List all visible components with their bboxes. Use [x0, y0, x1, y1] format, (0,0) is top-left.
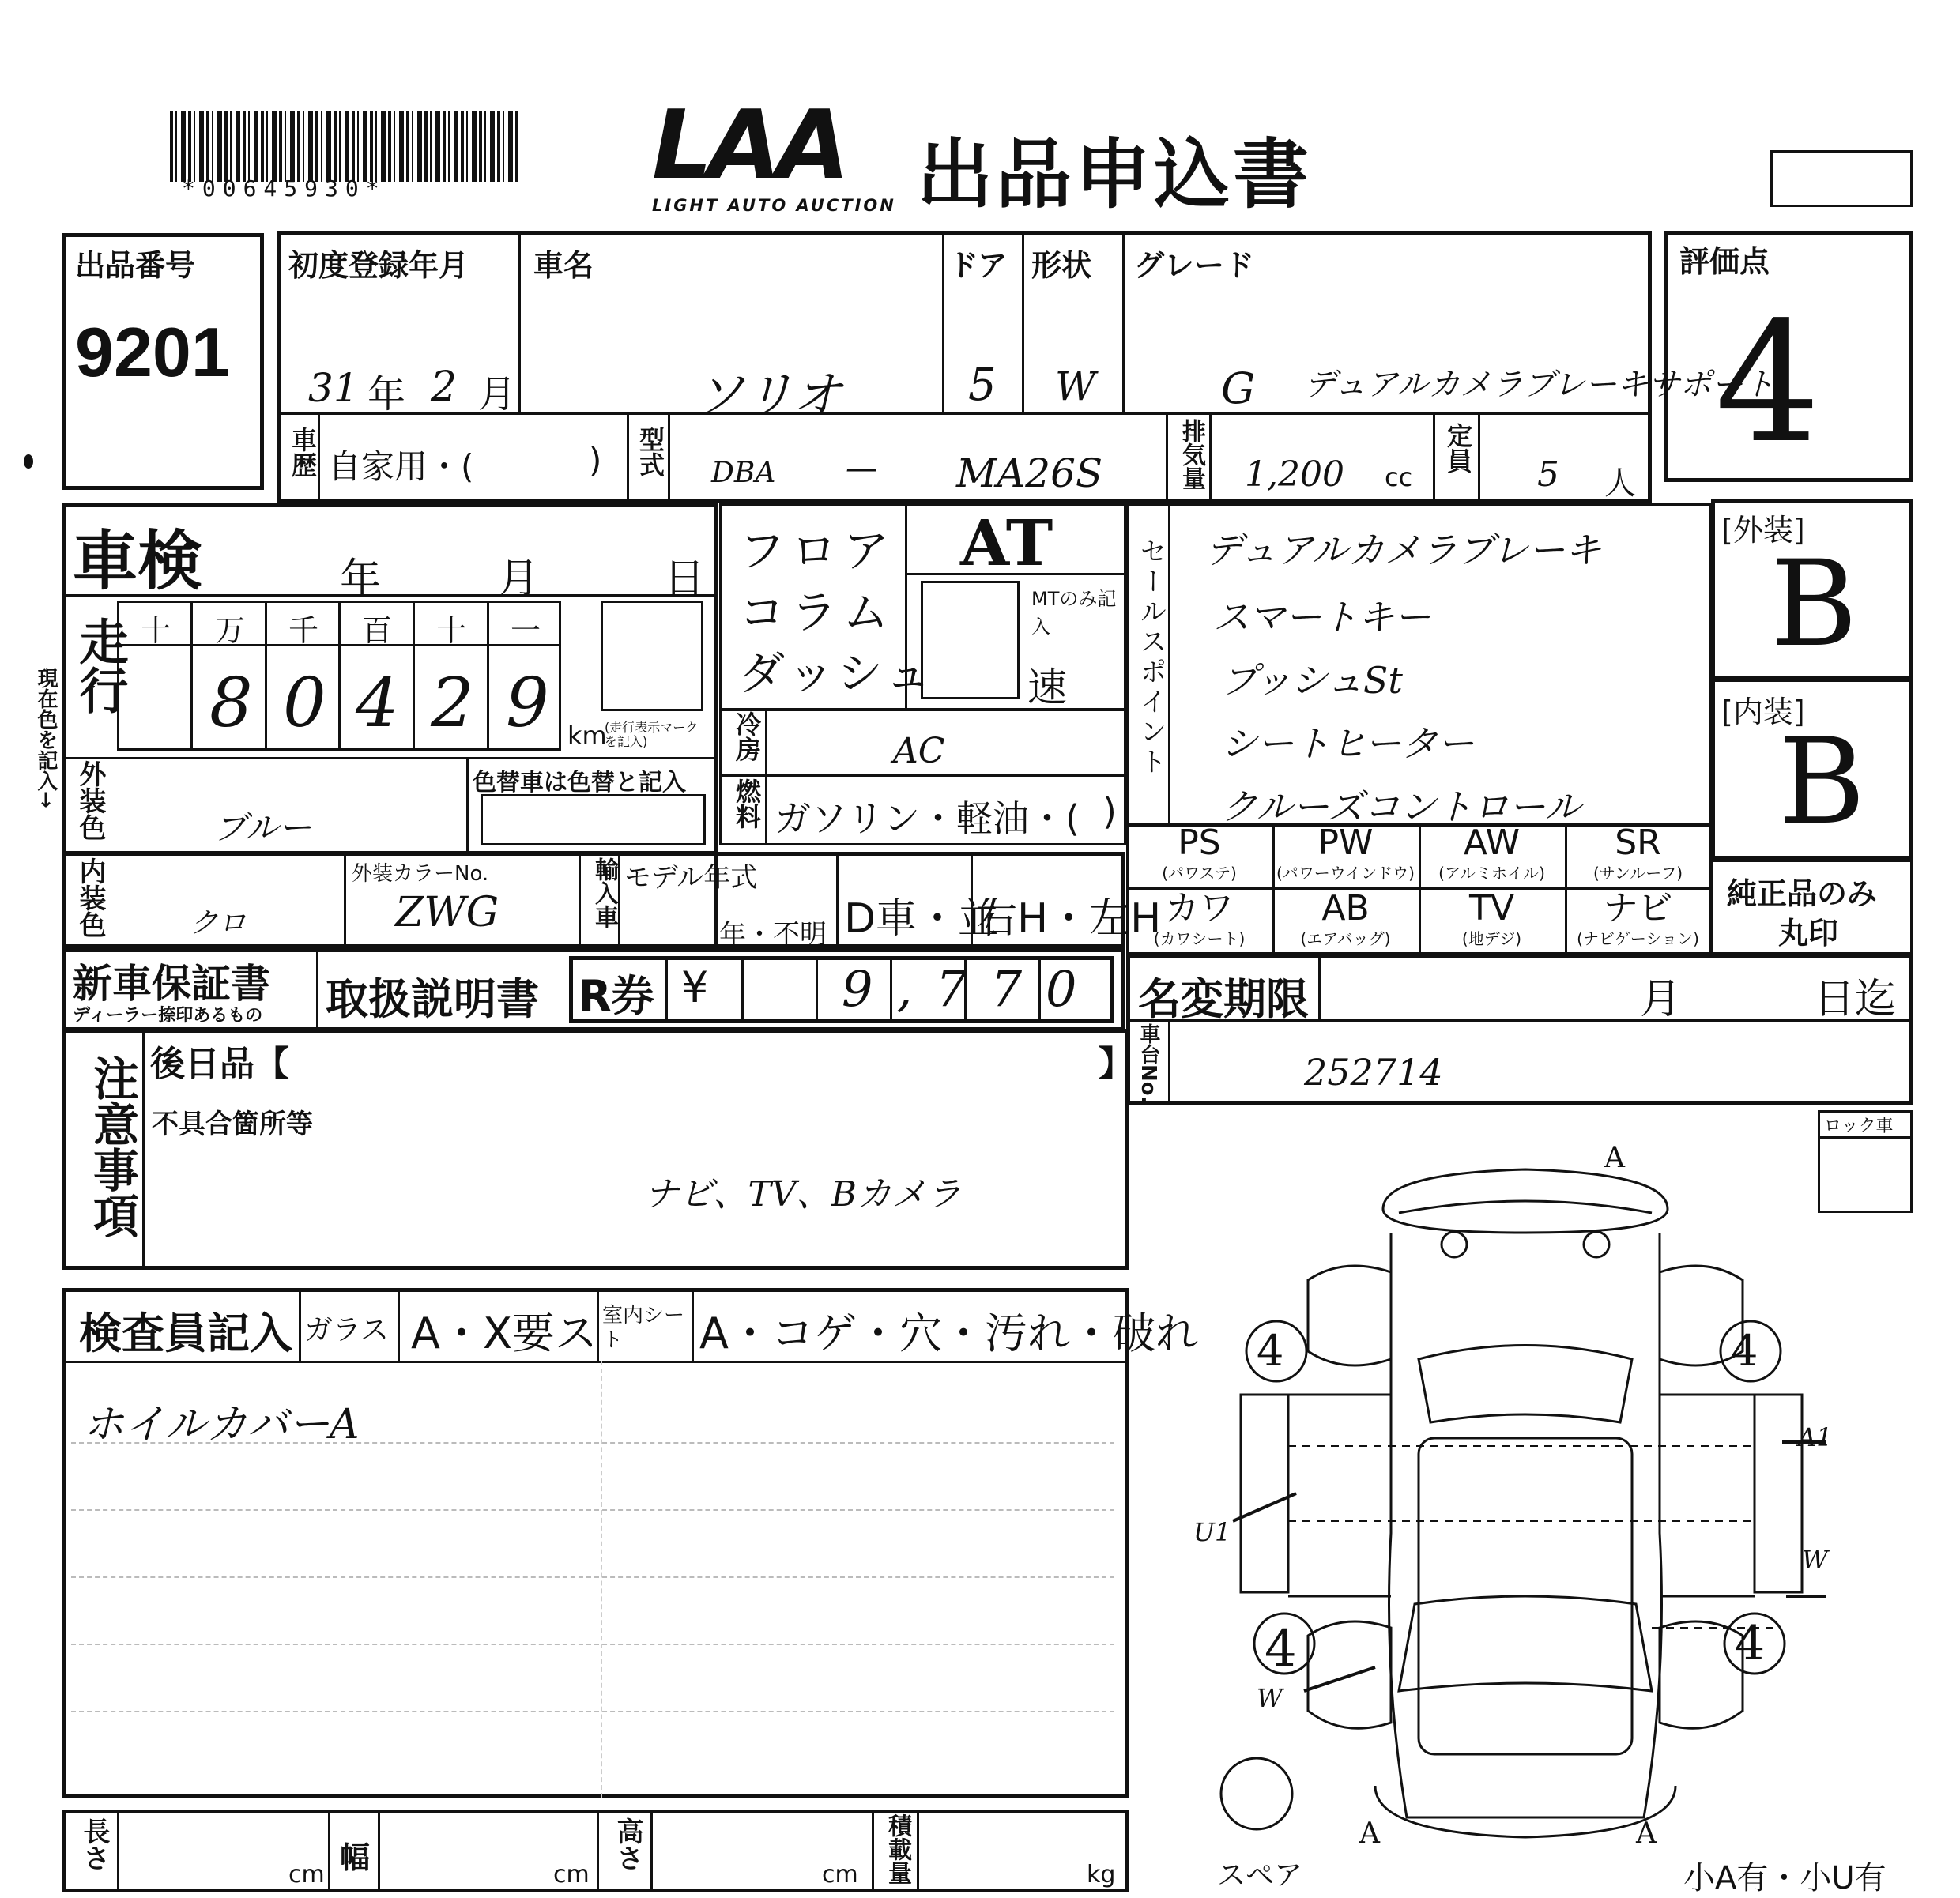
name-change-label: 名変期限	[1138, 974, 1309, 1024]
chassis-value: 252714	[1304, 1051, 1443, 1094]
mileage-digit-6: 9	[506, 664, 549, 743]
name-change-month: 月	[1640, 976, 1682, 1023]
exterior-grade-value: B	[1770, 536, 1858, 673]
tire-mark-fl: 4	[1257, 1326, 1284, 1376]
laa-logo-sub: LIGHT AUTO AUCTION	[652, 196, 896, 215]
mileage-digit-2: 8	[209, 664, 253, 743]
import-label: 輸入車	[590, 857, 618, 928]
fuel-close: )	[1102, 790, 1117, 833]
mileage-digit-4: 4	[356, 664, 399, 743]
mileage-note: (走行表示マーク を記入)	[605, 720, 699, 749]
width-unit: cm	[553, 1861, 590, 1889]
later-items-close: 】	[1099, 1044, 1133, 1084]
equip-navi-code: ナビ	[1603, 888, 1673, 928]
digit-label-1: 十	[141, 613, 172, 648]
exterior-grade-label: [外装]	[1721, 513, 1805, 548]
equip-ab-name: (エアバッグ)	[1300, 929, 1391, 948]
recycle-currency: ¥	[681, 962, 709, 1012]
seat-label: 室内シート	[602, 1304, 685, 1353]
color-no-value: ZWG	[395, 889, 499, 936]
car-diagram	[1146, 1122, 1936, 1881]
digit-label-6: 一	[511, 613, 541, 648]
inspection-year: 年	[340, 555, 382, 603]
score-label: 評価点	[1679, 244, 1770, 279]
registration-year-unit: 年	[368, 372, 406, 416]
model-dash: —	[846, 450, 877, 487]
chassis-label: 車台No.	[1136, 1023, 1160, 1104]
equip-ps	[1126, 823, 1272, 883]
history-close: )	[589, 441, 602, 480]
inspector-box	[62, 1288, 1129, 1798]
length-unit: cm	[288, 1861, 325, 1889]
corner-box	[1770, 150, 1913, 207]
shape-label: 形状	[1031, 248, 1092, 283]
registration-month-unit: 月	[478, 372, 517, 416]
shift-column-label: コラム	[739, 586, 895, 639]
history-value: 自家用・(	[328, 447, 474, 486]
equip-tv	[1419, 888, 1565, 949]
equip-navi	[1565, 888, 1711, 949]
model-label: 型式	[635, 427, 665, 477]
fuel-label: 燃料	[732, 778, 762, 829]
color-change-label: 色替車は色替と記入	[473, 769, 686, 796]
sales-point-4: シートヒーター	[1221, 722, 1475, 765]
glass-label: ガラス	[304, 1314, 389, 1346]
tire-mark-fr: 4	[1731, 1326, 1758, 1376]
capacity-label: 定員	[1443, 423, 1473, 473]
equip-ab-code: AB	[1321, 888, 1370, 928]
displacement-label: 排気量	[1178, 419, 1205, 490]
shift-floor-label: フロア	[739, 524, 896, 578]
page-title: 出品申込書	[917, 130, 1312, 219]
equip-pw-name: (パワーウインドウ)	[1276, 864, 1415, 883]
length-label: 長さ	[78, 1817, 110, 1871]
inspection-label: 車検	[73, 524, 203, 599]
aircon-label: 冷房	[732, 711, 762, 762]
equip-sr-name: (サンルーフ)	[1592, 864, 1683, 883]
damage-mark-right-door: A1	[1798, 1422, 1833, 1452]
equip-tv-code: TV	[1469, 888, 1514, 928]
mt-speed: 速	[1027, 665, 1067, 710]
equip-navi-name: (ナビゲーション)	[1577, 929, 1699, 948]
equip-aw	[1419, 823, 1565, 883]
mt-note: MTのみ記入	[1031, 588, 1117, 638]
shape-value: W	[1055, 363, 1096, 409]
shift-dash-label: ダッシュ	[739, 646, 934, 700]
doors-label: ドア	[948, 248, 1008, 283]
defects-value: ナビ、TV、Bカメラ	[644, 1174, 962, 1214]
recycle-label: R券	[579, 971, 654, 1021]
color-note-vertical: 現在色を記入→	[34, 668, 58, 808]
interior-color-value: クロ	[190, 907, 247, 940]
exterior-color-value: ブルー	[213, 808, 312, 847]
inspection-month: 月	[498, 555, 540, 603]
damage-mark-left-door: U1	[1193, 1517, 1231, 1547]
height-unit: cm	[822, 1861, 858, 1889]
digit-label-3: 千	[288, 613, 319, 648]
displacement-unit: cc	[1385, 462, 1413, 492]
lot-number-label: 出品番号	[75, 248, 196, 283]
manual-label: 取扱説明書	[326, 974, 539, 1024]
equip-sr	[1565, 823, 1711, 883]
history-label: 車歴	[288, 427, 318, 477]
width-label: 幅	[340, 1840, 371, 1875]
capacity-value: 5	[1537, 454, 1559, 495]
small-a-label: 小A有・小U有	[1683, 1860, 1886, 1896]
interior-grade-label: [内装]	[1721, 695, 1805, 729]
laa-logo: LAA	[652, 91, 846, 201]
steering-value: 右H・左H	[976, 895, 1162, 943]
car-name-label: 車名	[533, 248, 594, 283]
warranty-label: 新車保証書	[73, 961, 270, 1007]
damage-mark-right-rear: W	[1802, 1545, 1828, 1575]
interior-color-label: 内装色	[74, 857, 106, 938]
lock-label: ロック車	[1824, 1117, 1894, 1136]
equip-kawa-code: カワ	[1164, 888, 1234, 928]
car-name: ソリオ	[695, 366, 842, 424]
aircon-value: AC	[893, 731, 945, 771]
load-label: 積載量	[884, 1813, 911, 1885]
sales-point-5: クルーズコントロール	[1221, 785, 1581, 828]
warranty-sub: ディーラー捺印あるもの	[73, 1006, 263, 1026]
equip-pw	[1272, 823, 1419, 883]
interior-grade-value: B	[1778, 714, 1866, 851]
digit-label-2: 万	[215, 613, 246, 648]
mileage-mark-box	[601, 601, 703, 711]
mt-speed-box	[921, 581, 1020, 699]
load-unit: kg	[1087, 1861, 1116, 1889]
shift-value: AT	[960, 506, 1054, 580]
dimensions-row	[62, 1810, 1129, 1892]
equip-aw-name: (アルミホイル)	[1438, 864, 1545, 883]
genuine-note-line2: 丸印	[1778, 916, 1839, 951]
equip-aw-code: AW	[1463, 823, 1521, 863]
mileage-digit-3: 0	[283, 664, 326, 743]
equip-sr-code: SR	[1615, 823, 1661, 863]
inspector-note: ホイルカバーA	[83, 1401, 360, 1448]
equip-ps-code: PS	[1178, 823, 1221, 863]
tire-mark-rl: 4	[1265, 1620, 1297, 1678]
model-year-value: 年・不明	[719, 919, 827, 951]
color-no-label: 外装カラーNo.	[352, 862, 489, 886]
grade-value: G	[1221, 363, 1256, 413]
equip-pw-code: PW	[1317, 823, 1374, 863]
defects-label: 不具合箇所等	[152, 1109, 313, 1140]
spare-label: スペア	[1217, 1859, 1303, 1892]
mileage-digit-5: 2	[431, 664, 474, 743]
inspector-label: 検査員記入	[79, 1309, 292, 1358]
exterior-color-label: 外装色	[74, 760, 106, 841]
sales-points-label: セールスポイント	[1135, 537, 1167, 778]
barcode	[170, 111, 518, 182]
later-items-label: 後日品【	[150, 1044, 289, 1084]
seat-value: A・コゲ・穴・汚れ・破れ	[699, 1309, 1198, 1358]
sales-point-2: スマートキー	[1213, 596, 1431, 638]
notes-label: 注意事項	[85, 1055, 139, 1238]
grade-label: グレード	[1134, 248, 1255, 283]
color-change-box	[481, 794, 706, 845]
genuine-note-line1: 純正品のみ	[1727, 876, 1878, 911]
score-value: 4	[1715, 286, 1821, 480]
equip-kawa	[1126, 888, 1272, 949]
bullet-dot	[24, 454, 33, 469]
damage-mark-rear-right: A	[1636, 1817, 1657, 1850]
model-prefix: DBA	[711, 457, 776, 489]
capacity-unit: 人	[1604, 465, 1636, 502]
dealer-value: D車・並	[844, 895, 1000, 943]
lot-number: 9201	[75, 313, 230, 391]
model-year-label: モデル年式	[624, 862, 758, 894]
digit-label-5: 十	[436, 613, 467, 648]
doors-value: 5	[968, 360, 997, 411]
grade-detail: デュアルカメラブレーキサポート	[1304, 367, 1775, 403]
equip-ab	[1272, 888, 1419, 949]
damage-mark-left-rear: W	[1257, 1683, 1283, 1713]
displacement-value: 1,200	[1245, 454, 1344, 495]
equip-ps-name: (パワステ)	[1162, 864, 1237, 883]
damage-mark-rear-left: A	[1359, 1817, 1380, 1850]
mileage-unit: km	[567, 721, 607, 751]
name-change-day: 日迄	[1814, 976, 1897, 1023]
damage-mark-front: A	[1604, 1142, 1625, 1174]
sales-point-3: プッシュSt	[1221, 659, 1403, 702]
recycle-amount: 9,770	[842, 960, 1101, 1018]
glass-value: A・X要ス	[411, 1309, 597, 1358]
fuel-value: ガソリン・軽油・(	[775, 797, 1080, 840]
equip-tv-name: (地デジ)	[1461, 929, 1522, 948]
model-code: MA26S	[956, 450, 1103, 496]
barcode-text: *00645930*	[182, 175, 386, 201]
tire-mark-rr: 4	[1735, 1616, 1766, 1671]
height-label: 高さ	[612, 1817, 643, 1871]
registration-label: 初度登録年月	[288, 248, 469, 283]
registration-year: 31	[308, 365, 359, 411]
equip-kawa-name: (カワシート)	[1153, 929, 1246, 948]
digit-label-4: 百	[362, 613, 393, 648]
registration-month: 2	[431, 363, 458, 411]
sales-point-1: デュアルカメラブレーキ	[1205, 529, 1601, 571]
inspection-day: 日	[664, 555, 706, 603]
mileage-label: 走行	[71, 616, 129, 714]
